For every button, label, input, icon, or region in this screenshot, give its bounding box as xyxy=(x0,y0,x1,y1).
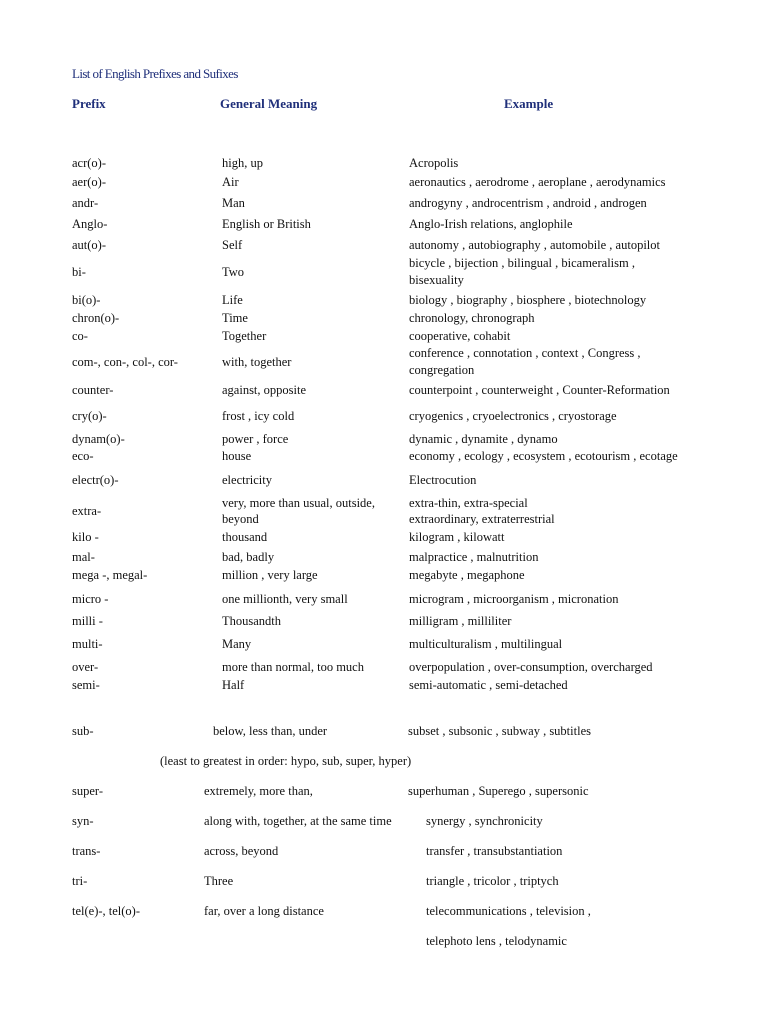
meaning-cell: million , very large xyxy=(222,568,318,582)
example-cell: extra-thin, extra-special xyxy=(409,496,528,510)
example-cell: conference , connotation , context , Congress , xyxy=(409,346,641,360)
prefix-cell: counter- xyxy=(72,383,114,397)
meaning-cell: along with, together, at the same time xyxy=(204,814,392,828)
example-cell: microgram , microorganism , micronation xyxy=(409,592,619,606)
meaning-cell: Air xyxy=(222,175,239,189)
meaning-cell: far, over a long distance xyxy=(204,904,324,918)
prefix-cell: bi(o)- xyxy=(72,293,101,307)
prefix-cell: micro - xyxy=(72,592,109,606)
meaning-cell: Thousandth xyxy=(222,614,282,628)
example-cell: transfer , transubstantiation xyxy=(426,844,563,858)
order-note: (least to greatest in order: hypo, sub, super, hyper) xyxy=(160,754,412,768)
meaning-cell: Time xyxy=(222,311,248,325)
example-cell: biology , biography , biosphere , biotechnology xyxy=(409,293,647,307)
example-cell: multiculturalism , multilingual xyxy=(409,637,563,651)
meaning-cell: high, up xyxy=(222,156,263,170)
meaning-cell: English or British xyxy=(222,217,311,231)
example-cell: cryogenics , cryoelectronics , cryostorage xyxy=(409,409,617,423)
example-cell: subset , subsonic , subway , subtitles xyxy=(408,724,591,738)
example-cell-line2: telephoto lens , telodynamic xyxy=(426,934,567,948)
example-cell: cooperative, cohabit xyxy=(409,329,511,343)
example-cell: overpopulation , over-consumption, overcharged xyxy=(409,660,653,674)
prefix-cell: co- xyxy=(72,329,88,343)
example-cell: counterpoint , counterweight , Counter-Reformation xyxy=(409,383,670,397)
prefix-cell: com-, con-, col-, cor- xyxy=(72,355,178,369)
prefix-cell: trans- xyxy=(72,844,101,858)
meaning-cell: Man xyxy=(222,196,245,210)
meaning-cell: Many xyxy=(222,637,252,651)
example-cell: Anglo-Irish relations, anglophile xyxy=(409,217,573,231)
prefix-cell: tri- xyxy=(72,874,88,888)
meaning-cell: Two xyxy=(222,265,245,279)
header-prefix: Prefix xyxy=(72,96,106,111)
prefix-cell: eco- xyxy=(72,449,94,463)
prefix-cell: cry(o)- xyxy=(72,409,107,423)
prefix-cell: electr(o)- xyxy=(72,473,119,487)
prefix-cell: Anglo- xyxy=(72,217,108,231)
meaning-cell: Together xyxy=(222,329,267,343)
example-cell: kilogram , kilowatt xyxy=(409,530,505,544)
prefix-cell: semi- xyxy=(72,678,100,692)
meaning-cell: more than normal, too much xyxy=(222,660,364,674)
prefix-cell: aer(o)- xyxy=(72,175,106,189)
example-cell-line2: congregation xyxy=(409,363,475,377)
meaning-cell: frost , icy cold xyxy=(222,409,295,423)
example-cell: telecommunications , television , xyxy=(426,904,591,918)
prefix-cell: aut(o)- xyxy=(72,238,107,252)
meaning-cell: across, beyond xyxy=(204,844,279,858)
example-cell: androgyny , androcentrism , android , androgen xyxy=(409,196,647,210)
meaning-cell-line2: beyond xyxy=(222,512,259,526)
prefix-cell: tel(e)-, tel(o)- xyxy=(72,904,141,918)
meaning-cell: bad, badly xyxy=(222,550,275,564)
example-cell: semi-automatic , semi-detached xyxy=(409,678,568,692)
example-cell: superhuman , Superego , supersonic xyxy=(408,784,589,798)
prefix-cell: sub- xyxy=(72,724,94,738)
prefix-cell: chron(o)- xyxy=(72,311,120,325)
example-cell: economy , ecology , ecosystem , ecotourism , ecotage xyxy=(409,449,678,463)
example-cell: chronology, chronograph xyxy=(409,311,535,325)
meaning-cell: house xyxy=(222,449,252,463)
example-cell: malpractice , malnutrition xyxy=(409,550,539,564)
example-cell: autonomy , autobiography , automobile , autopilot xyxy=(409,238,661,252)
meaning-cell: below, less than, under xyxy=(213,724,328,738)
prefix-cell: kilo - xyxy=(72,530,99,544)
meaning-cell: very, more than usual, outside, xyxy=(222,496,375,510)
header-example: Example xyxy=(504,96,554,111)
prefix-cell: over- xyxy=(72,660,99,674)
prefix-cell: acr(o)- xyxy=(72,156,106,170)
prefix-cell: dynam(o)- xyxy=(72,432,125,446)
prefix-cell: bi- xyxy=(72,265,86,279)
example-cell: Electrocution xyxy=(409,473,477,487)
meaning-cell: Half xyxy=(222,678,245,692)
meaning-cell: one millionth, very small xyxy=(222,592,348,606)
prefix-cell: mega -, megal- xyxy=(72,568,148,582)
example-cell: synergy , synchronicity xyxy=(426,814,543,828)
meaning-cell: thousand xyxy=(222,530,268,544)
example-cell: megabyte , megaphone xyxy=(409,568,525,582)
example-cell: triangle , tricolor , triptych xyxy=(426,874,559,888)
prefix-cell: super- xyxy=(72,784,103,798)
example-cell: bicycle , bijection , bilingual , bicameralism , xyxy=(409,256,635,270)
meaning-cell: Life xyxy=(222,293,243,307)
prefix-cell: andr- xyxy=(72,196,99,210)
prefix-cell: multi- xyxy=(72,637,103,651)
prefix-cell: milli - xyxy=(72,614,103,628)
prefix-cell: mal- xyxy=(72,550,95,564)
meaning-cell: electricity xyxy=(222,473,272,487)
header-general-meaning: General Meaning xyxy=(220,96,318,111)
meaning-cell: extremely, more than, xyxy=(204,784,313,798)
meaning-cell: Three xyxy=(204,874,234,888)
document-title: List of English Prefixes and Sufixes xyxy=(72,66,238,81)
meaning-cell: against, opposite xyxy=(222,383,307,397)
example-cell: aeronautics , aerodrome , aeroplane , aerodynamics xyxy=(409,175,666,189)
prefix-cell: extra- xyxy=(72,504,102,518)
meaning-cell: Self xyxy=(222,238,243,252)
example-cell: dynamic , dynamite , dynamo xyxy=(409,432,558,446)
meaning-cell: power , force xyxy=(222,432,289,446)
example-cell: Acropolis xyxy=(409,156,459,170)
example-cell: milligram , milliliter xyxy=(409,614,512,628)
prefix-cell: syn- xyxy=(72,814,94,828)
example-cell-line2: extraordinary, extraterrestrial xyxy=(409,512,555,526)
example-cell-line2: bisexuality xyxy=(409,273,464,287)
meaning-cell: with, together xyxy=(222,355,292,369)
